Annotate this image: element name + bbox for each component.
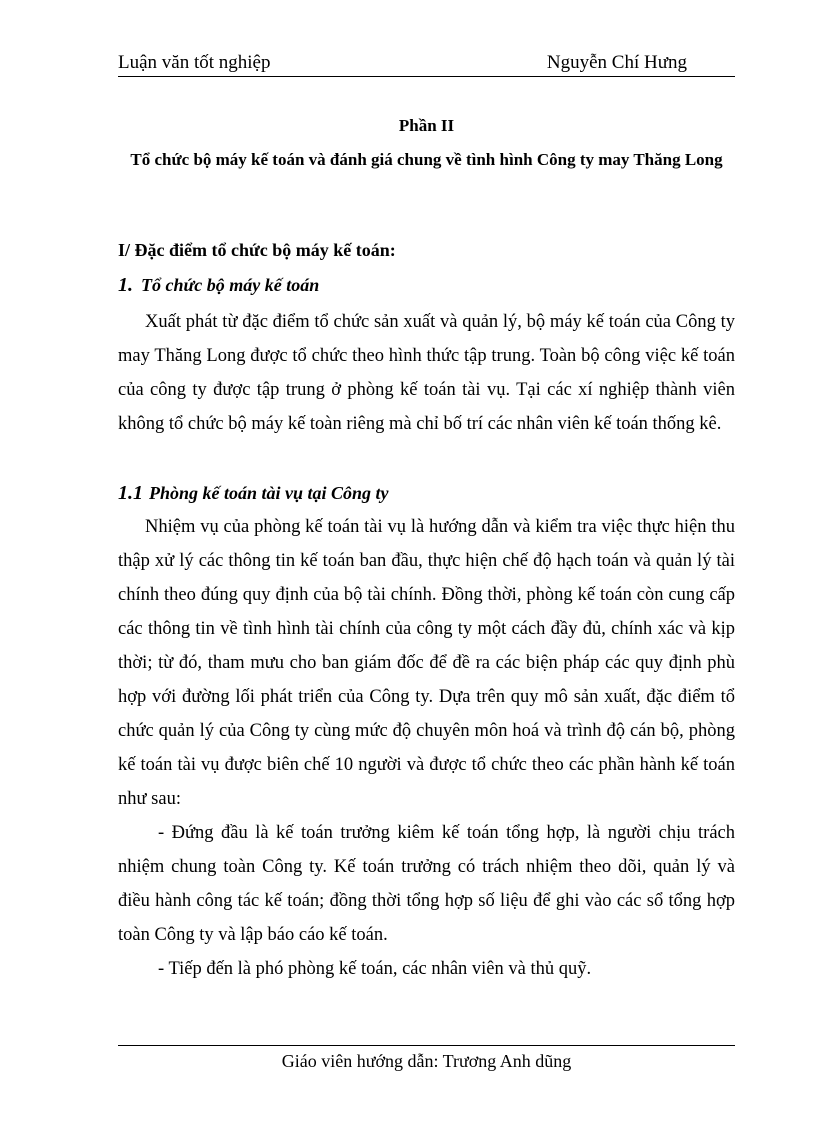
header-author-name: Nguyễn Chí Hưng bbox=[546, 52, 687, 73]
bullet-paragraph-1: - Đứng đầu là kế toán trưởng kiêm kế toán tổng hợp, là người chịu trách nhiệm chung toàn Công ty. Kế toán trưởng có trách nhiệm theo dõi, quản lý và điều hành công tác kế toán; đồng thời tổng hợp số liệu để ghi vào các sổ tổng hợp toàn Công ty và lập báo cáo kế toán. bbox=[118, 823, 735, 945]
part-title: Phần II bbox=[398, 116, 455, 135]
footer-divider bbox=[118, 1045, 735, 1046]
bullet-paragraph-2: - Tiếp đến là phó phòng kế toán, các nhân viên và thủ quỹ. bbox=[158, 959, 592, 979]
subsection-1-heading bbox=[118, 274, 319, 297]
main-title: Tổ chức bộ máy kế toán và đánh giá chung về tình hình Công ty may Thăng Long bbox=[130, 150, 723, 169]
page-footer: Giáo viên hướng dẫn: Trương Anh dũng bbox=[281, 1051, 572, 1071]
subsection-1-1-number: 1.1 bbox=[118, 482, 143, 504]
header-thesis-label: Luận văn tốt nghiệp bbox=[118, 52, 271, 73]
subsection-1-number: 1. bbox=[118, 274, 133, 296]
paragraph-2: Nhiệm vụ của phòng kế toán tài vụ là hướng dẫn và kiểm tra việc thực hiện thu thập xử lý các thông tin kế toán ban đầu, thực hiện chế độ hạch toán và quản lý tài chính theo đúng quy định của bộ tài chính. Đồng thời, phòng kế toán còn cung cấp các thông tin về tình hình tài chính của công ty một cách đầy đủ, chính xác và kịp thời; từ đó, tham mưu cho ban giám đốc để đề ra các biện pháp các quy định phù hợp với đường lối phát triển của Công ty. Dựa trên quy mô sản xuất, đặc điểm tổ chức quản lý của Công ty cùng mức độ chuyên môn hoá và trình độ cán bộ, phòng kế toán tài vụ được biên chế 10 người và được tổ chức theo các phần hành kế toán như sau: bbox=[118, 517, 735, 809]
paragraph-1: Xuất phát từ đặc điểm tổ chức sản xuất và quản lý, bộ máy kế toán của Công ty may Thăng Long được tổ chức theo hình thức tập trung. Toàn bộ công việc kế toán của công ty được tập trung ở phòng kế toán tài vụ. Tại các xí nghiệp thành viên không tổ chức bộ máy kế toàn riêng mà chỉ bố trí các nhân viên kế toán thống kê. bbox=[118, 312, 735, 434]
subsection-1-1-heading bbox=[118, 482, 389, 505]
section-heading: I/ Đặc điểm tổ chức bộ máy kế toán: bbox=[118, 240, 396, 260]
subsection-1-1-title: Phòng kế toán tài vụ tại Công ty bbox=[149, 483, 389, 503]
page-header bbox=[118, 50, 735, 77]
subsection-1-title: Tổ chức bộ máy kế toán bbox=[141, 275, 320, 295]
